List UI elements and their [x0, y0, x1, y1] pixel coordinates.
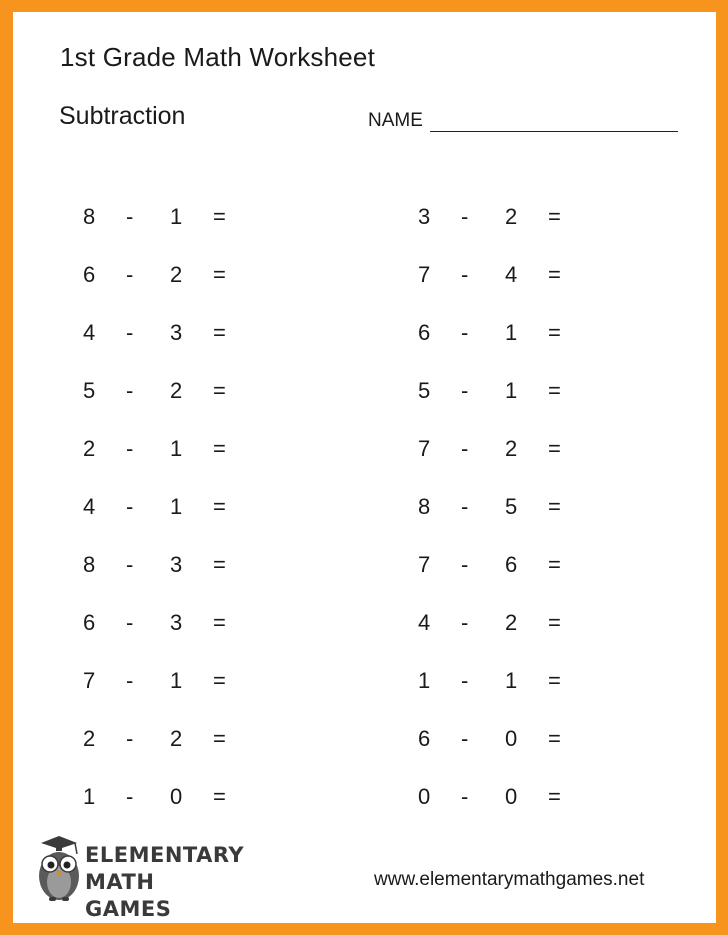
equals-sign: =: [213, 552, 226, 577]
second-operand: 1: [170, 494, 183, 519]
answer-space[interactable]: [243, 488, 271, 518]
first-operand: 8: [83, 204, 96, 229]
equals-sign: =: [213, 726, 226, 751]
problem-row: [408, 304, 608, 362]
problem-column-right: [408, 188, 608, 826]
problem-row: [73, 594, 273, 652]
problem-row: [408, 188, 608, 246]
minus-sign: -: [126, 610, 134, 635]
page-title: 1st Grade Math Worksheet: [60, 42, 376, 72]
problem-row: [73, 188, 273, 246]
second-operand: 2: [170, 726, 183, 751]
answer-space[interactable]: [578, 488, 606, 518]
equals-sign: =: [213, 494, 226, 519]
first-operand: 3: [418, 204, 431, 229]
equals-sign: =: [213, 668, 226, 693]
logo-line-2: MATH GAMES: [85, 870, 172, 921]
problem-row: [408, 652, 608, 710]
problem-row: [408, 594, 608, 652]
first-operand: 1: [418, 668, 431, 693]
equals-sign: =: [213, 784, 226, 809]
equals-sign: =: [213, 320, 226, 345]
first-operand: 5: [418, 378, 431, 403]
equals-sign: =: [548, 262, 561, 287]
problem-row: [408, 420, 608, 478]
minus-sign: -: [126, 726, 134, 751]
answer-space[interactable]: [578, 198, 606, 228]
answer-space[interactable]: [578, 546, 606, 576]
problem-row: [408, 478, 608, 536]
logo-wordmark: [85, 842, 244, 923]
second-operand: 4: [505, 262, 518, 287]
problem-row: [73, 304, 273, 362]
minus-sign: -: [461, 436, 469, 461]
problem-row: [73, 536, 273, 594]
first-operand: 5: [83, 378, 96, 403]
answer-space[interactable]: [243, 372, 271, 402]
first-operand: 7: [418, 262, 431, 287]
owl-icon: [33, 834, 85, 902]
first-operand: 2: [83, 436, 96, 461]
second-operand: 3: [170, 552, 183, 577]
minus-sign: -: [461, 262, 469, 287]
equals-sign: =: [548, 436, 561, 461]
second-operand: 0: [505, 726, 518, 751]
second-operand: 2: [170, 262, 183, 287]
minus-sign: -: [126, 204, 134, 229]
problem-row: [408, 362, 608, 420]
problem-row: [408, 536, 608, 594]
answer-space[interactable]: [578, 720, 606, 750]
answer-space[interactable]: [243, 604, 271, 634]
minus-sign: -: [461, 610, 469, 635]
answer-space[interactable]: [243, 314, 271, 344]
first-operand: 6: [418, 726, 431, 751]
website-url[interactable]: www.elementarymathgames.net: [374, 869, 645, 890]
first-operand: 7: [83, 668, 96, 693]
name-field-line[interactable]: [430, 131, 678, 132]
first-operand: 6: [418, 320, 431, 345]
minus-sign: -: [126, 668, 134, 693]
equals-sign: =: [548, 494, 561, 519]
first-operand: 2: [83, 726, 96, 751]
equals-sign: =: [213, 204, 226, 229]
answer-space[interactable]: [578, 604, 606, 634]
first-operand: 7: [418, 552, 431, 577]
problem-row: [73, 362, 273, 420]
answer-space[interactable]: [243, 778, 271, 808]
minus-sign: -: [461, 726, 469, 751]
answer-space[interactable]: [243, 198, 271, 228]
brand-logo: [33, 834, 245, 921]
first-operand: 8: [418, 494, 431, 519]
second-operand: 2: [505, 204, 518, 229]
second-operand: 2: [170, 378, 183, 403]
minus-sign: -: [461, 378, 469, 403]
first-operand: 6: [83, 610, 96, 635]
second-operand: 3: [170, 320, 183, 345]
second-operand: 2: [505, 436, 518, 461]
answer-space[interactable]: [578, 778, 606, 808]
minus-sign: -: [126, 552, 134, 577]
minus-sign: -: [126, 378, 134, 403]
second-operand: 0: [170, 784, 183, 809]
second-operand: 5: [505, 494, 518, 519]
problem-row: [408, 768, 608, 826]
first-operand: 4: [83, 320, 96, 345]
first-operand: 0: [418, 784, 431, 809]
problem-row: [73, 478, 273, 536]
second-operand: 6: [505, 552, 518, 577]
second-operand: 1: [170, 204, 183, 229]
equals-sign: =: [548, 784, 561, 809]
answer-space[interactable]: [243, 430, 271, 460]
answer-space[interactable]: [578, 662, 606, 692]
equals-sign: =: [548, 610, 561, 635]
minus-sign: -: [126, 436, 134, 461]
minus-sign: -: [126, 784, 134, 809]
minus-sign: -: [126, 262, 134, 287]
second-operand: 2: [505, 610, 518, 635]
problem-row: [73, 246, 273, 304]
worksheet-subtitle: Subtraction: [59, 102, 186, 130]
problem-row: [73, 710, 273, 768]
minus-sign: -: [126, 320, 134, 345]
equals-sign: =: [548, 204, 561, 229]
first-operand: 6: [83, 262, 96, 287]
equals-sign: =: [548, 726, 561, 751]
minus-sign: -: [461, 784, 469, 809]
problem-row: [73, 420, 273, 478]
logo-line-1: ELEMENTARY: [85, 843, 245, 867]
answer-space[interactable]: [243, 720, 271, 750]
second-operand: 3: [170, 610, 183, 635]
second-operand: 1: [505, 320, 518, 345]
equals-sign: =: [548, 552, 561, 577]
minus-sign: -: [461, 668, 469, 693]
equals-sign: =: [548, 668, 561, 693]
minus-sign: -: [461, 204, 469, 229]
first-operand: 4: [83, 494, 96, 519]
minus-sign: -: [461, 494, 469, 519]
second-operand: 0: [505, 784, 518, 809]
first-operand: 1: [83, 784, 96, 809]
first-operand: 7: [418, 436, 431, 461]
answer-space[interactable]: [243, 256, 271, 286]
second-operand: 1: [170, 436, 183, 461]
answer-space[interactable]: [578, 256, 606, 286]
minus-sign: -: [126, 494, 134, 519]
name-label: NAME: [368, 110, 423, 131]
equals-sign: =: [213, 436, 226, 461]
equals-sign: =: [548, 320, 561, 345]
first-operand: 8: [83, 552, 96, 577]
minus-sign: -: [461, 552, 469, 577]
second-operand: 1: [505, 378, 518, 403]
problem-row: [73, 768, 273, 826]
answer-space[interactable]: [243, 546, 271, 576]
problem-row: [73, 652, 273, 710]
answer-space[interactable]: [578, 314, 606, 344]
second-operand: 1: [170, 668, 183, 693]
minus-sign: -: [461, 320, 469, 345]
first-operand: 4: [418, 610, 431, 635]
problem-column-left: [73, 188, 273, 826]
equals-sign: =: [548, 378, 561, 403]
problem-row: [408, 246, 608, 304]
equals-sign: =: [213, 378, 226, 403]
worksheet-page: [13, 12, 716, 923]
problem-row: [408, 710, 608, 768]
equals-sign: =: [213, 262, 226, 287]
second-operand: 1: [505, 668, 518, 693]
answer-space[interactable]: [243, 662, 271, 692]
answer-space[interactable]: [578, 430, 606, 460]
equals-sign: =: [213, 610, 226, 635]
answer-space[interactable]: [578, 372, 606, 402]
